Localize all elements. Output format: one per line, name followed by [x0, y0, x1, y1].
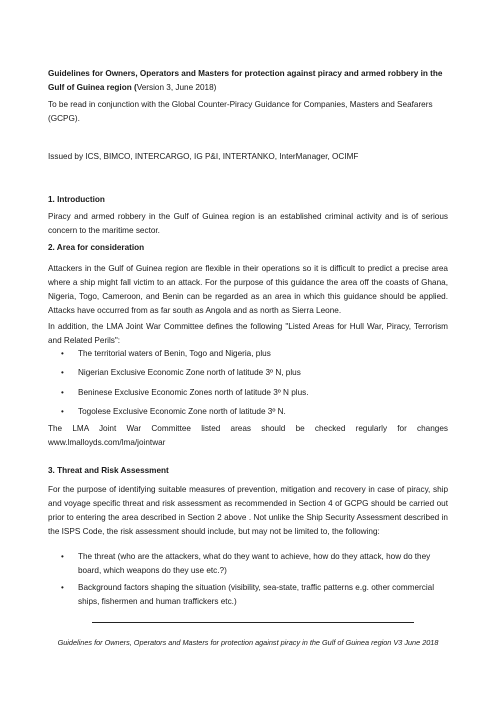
issued-by: Issued by ICS, BIMCO, INTERCARGO, IG P&I, INTERTANKO, InterManager, OCIMF [48, 152, 359, 161]
bullet-icon: • [61, 349, 64, 358]
section-1-heading: 1. Introduction [48, 195, 105, 204]
section-1-paragraph: Piracy and armed robbery in the Gulf of Guinea region is an established criminal activity and is of serious concern to the maritime sector. [48, 212, 448, 236]
bullet-icon: • [61, 368, 64, 377]
list-item: • Background factors shaping the situation (visibility, sea-state, traffic patterns e.g. other commercial ships, fishermen and human traffickers etc.) [61, 583, 435, 607]
page-footer: Guidelines for Owners, Operators and Masters for protection against piracy in the Gulf of Guinea region V3 June 2018 [57, 638, 439, 648]
list-item: • Togolese Exclusive Economic Zone north of latitude 3º N. [61, 405, 449, 419]
document-title: Guidelines for Owners, Operators and Masters for protection against piracy and armed robbery in the Gulf of Guinea region (Version 3, June 2018) [48, 69, 443, 93]
section-2-paragraph-2: In addition, the LMA Joint War Committee defines the following "Listed Areas for Hull War, Piracy, Terrorism and Related Perils": [48, 322, 448, 346]
section-3-paragraph: For the purpose of identifying suitable measures of prevention, mitigation and recovery in case of piracy, ship and voyage specific threat and risk assessment as recommended in Section 4 of GCPG should be carried out prior to entering the area described in Section 2 above . Not unlike the Ship Security Assessment described in the ISPS Code, the risk assessment should include, but may not be limited to, the following: [48, 485, 448, 537]
list-item: • Nigerian Exclusive Economic Zone north of latitude 3º N, plus [61, 366, 449, 380]
section-2-paragraph-3: The LMA Joint War Committee listed areas should be checked regularly for changes www.lmalloyds.com/lma/jointwar [48, 424, 448, 448]
footer-divider [92, 622, 414, 623]
section-3-heading: 3. Threat and Risk Assessment [48, 466, 169, 475]
list-item: • The territorial waters of Benin, Togo and Nigeria, plus [61, 347, 449, 361]
section-2-heading: 2. Area for consideration [48, 243, 145, 252]
bullet-icon: • [61, 407, 64, 416]
bullet-icon: • [61, 583, 64, 592]
bullet-icon: • [61, 388, 64, 397]
intro-line: To be read in conjunction with the Global Counter-Piracy Guidance for Companies, Masters and Seafarers (GCPG). [48, 100, 433, 124]
bullet-icon: • [61, 552, 64, 561]
list-item: • Beninese Exclusive Economic Zones north of latitude 3º N plus. [61, 386, 449, 400]
list-item: • The threat (who are the attackers, what do they want to achieve, how do they attack, how do they board, which weapons do they use etc.?) [61, 552, 431, 576]
section-2-paragraph-1: Attackers in the Gulf of Guinea region are flexible in their operations so it is difficult to predict a precise area where a ship might fall victim to an attack. For the purpose of this guidance the area off the coasts of Ghana, Nigeria, Togo, Cameroon, and Benin can be regarded as an area in which this guidance should be applied. Attacks have occurred from as far south as Angola and as north as Sierra Leone. [48, 264, 448, 316]
